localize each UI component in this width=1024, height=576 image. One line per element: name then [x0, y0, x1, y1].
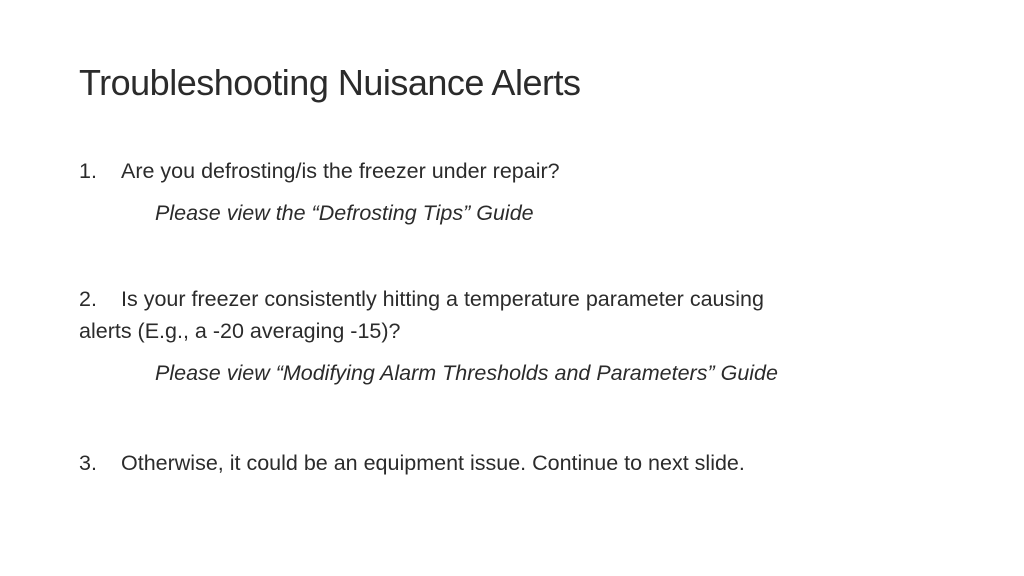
- list-item-2-line: [79, 283, 778, 315]
- list-item-1-text: Are you defrosting/is the freezer under repair?: [121, 159, 560, 183]
- list-item-1-guide: Please view the “Defrosting Tips” Guide: [155, 201, 534, 225]
- list-item-3-line: [79, 447, 745, 479]
- list-item-2-text: Is your freezer consistently hitting a temperature parameter causing: [121, 287, 764, 311]
- list-item-2-number: 2.: [79, 287, 97, 311]
- list-item-1: [79, 155, 560, 229]
- list-item-3-text: Otherwise, it could be an equipment issue. Continue to next slide.: [121, 451, 745, 475]
- slide-title: Troubleshooting Nuisance Alerts: [79, 62, 581, 103]
- list-item-2: [79, 283, 778, 389]
- list-item-2-guide: Please view “Modifying Alarm Thresholds and Parameters” Guide: [155, 361, 778, 385]
- list-item-1-number: 1.: [79, 159, 97, 183]
- list-item-1-line: [79, 155, 560, 187]
- list-item-3: [79, 447, 745, 479]
- list-item-2-text-continued: alerts (E.g., a -20 averaging -15)?: [79, 319, 401, 343]
- list-item-3-number: 3.: [79, 451, 97, 475]
